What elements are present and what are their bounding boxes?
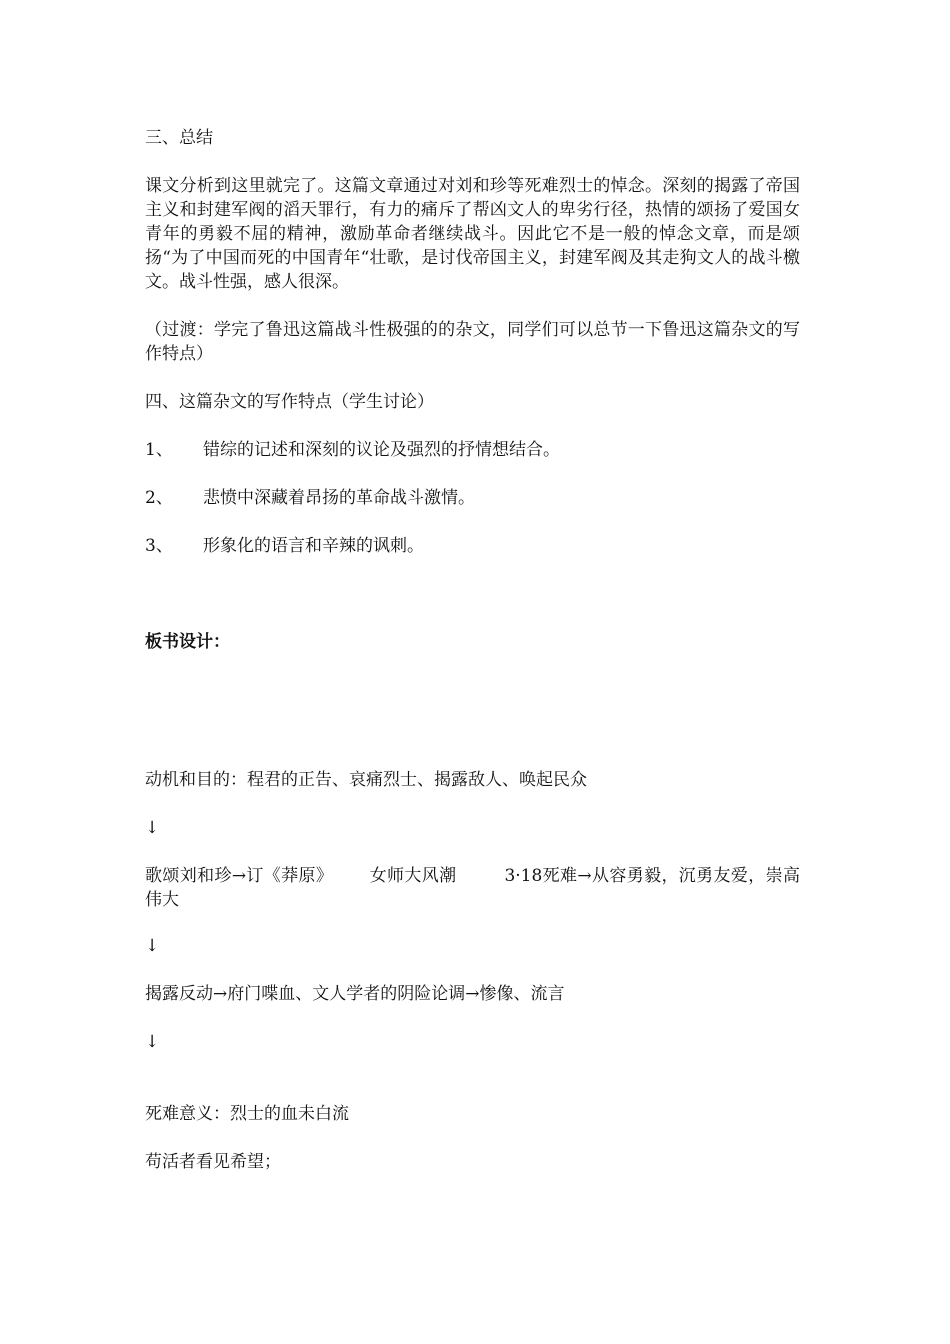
feature-item <box>145 438 560 462</box>
feature-item <box>145 486 475 510</box>
feature-item-number: 1、 <box>145 440 173 460</box>
down-arrow: ↓ <box>145 1032 160 1052</box>
section-heading-summary: 三、总结 <box>145 128 213 148</box>
praise-part: 歌颂刘和珍→订《莽原》 <box>145 866 334 886</box>
transition-paragraph: （过渡：学完了鲁迅这篇战斗性极强的的杂文，同学们可以总节一下鲁迅这篇杂文的写作特点） <box>145 320 800 364</box>
feature-item-number: 3、 <box>145 536 173 556</box>
praise-part: 女师大风潮 <box>369 866 457 886</box>
section-heading-features: 四、这篇杂文的写作特点（学生讨论） <box>145 392 434 412</box>
down-arrow: ↓ <box>145 936 160 956</box>
praise-part: 3·18死难→从容勇毅，沉勇友爱，崇高伟大 <box>145 866 800 910</box>
feature-item-text: 形象化的语言和辛辣的讽刺。 <box>203 536 424 556</box>
board-line-expose: 揭露反动→府门喋血、文人学者的阴险论调→惨像、流言 <box>145 984 565 1004</box>
board-design-heading: 板书设计： <box>145 632 230 652</box>
summary-paragraph: 课文分析到这里就完了。这篇文章通过对刘和珍等死难烈士的悼念。深刻的揭露了帝国主义和封建军阀的滔天罪行，有力的痛斥了帮凶文人的卑劣行径，热情的颂扬了爱国女青年的勇毅不屈的精神，激励革命者继续战斗。因此它不是一般的悼念文章，而是颂扬“为了中国而死的中国青年“壮歌，是讨伐帝国主义，封建军阀及其走狗文人的战斗檄文。战斗性强，感人很深。 <box>145 176 800 292</box>
board-line-meaning: 死难意义：烈士的血未白流 <box>145 1104 349 1124</box>
feature-item-number: 2、 <box>145 488 173 508</box>
feature-item-text: 错综的记述和深刻的议论及强烈的抒情想结合。 <box>203 440 560 460</box>
feature-item-text: 悲愤中深藏着昂扬的革命战斗激情。 <box>203 488 475 508</box>
board-line-motive: 动机和目的：程君的正告、哀痛烈士、揭露敌人、唤起民众 <box>145 770 587 790</box>
board-line-praise <box>145 864 800 912</box>
board-line-hope: 苟活者看见希望； <box>145 1152 281 1172</box>
down-arrow: ↓ <box>145 818 160 838</box>
feature-item <box>145 534 424 558</box>
